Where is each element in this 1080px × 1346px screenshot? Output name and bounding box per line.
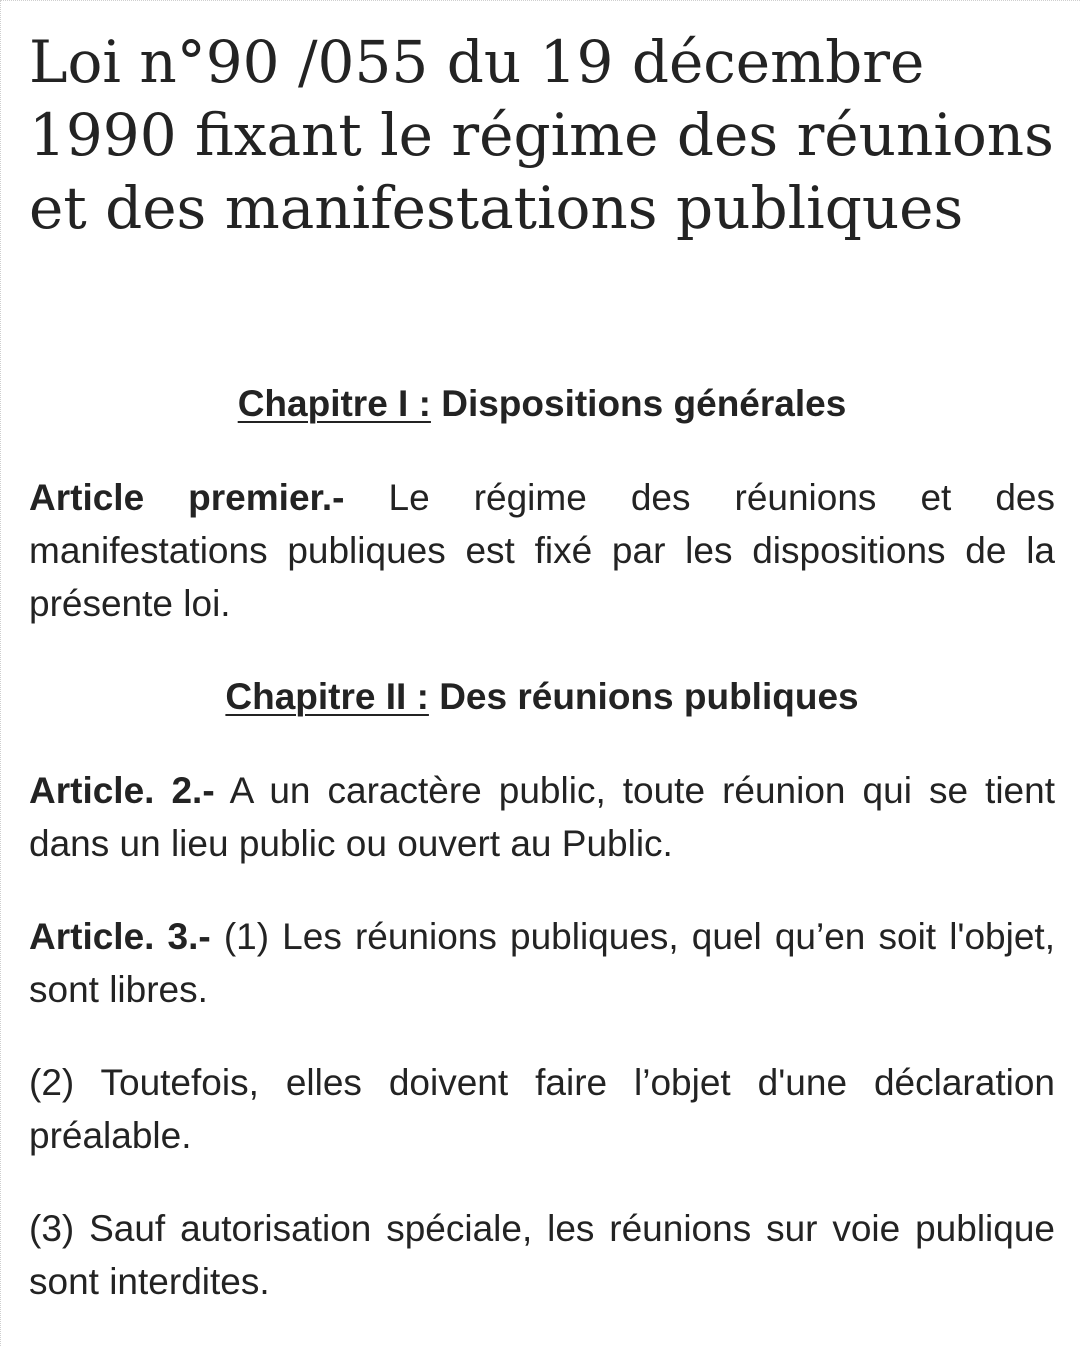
chapter-2-label: Chapitre II : bbox=[225, 676, 429, 717]
article-2-label: Article. 2.- bbox=[29, 770, 215, 811]
chapter-2-title: Des réunions publiques bbox=[428, 676, 859, 717]
chapter-2-heading bbox=[29, 674, 1055, 720]
document-page bbox=[29, 1, 1055, 1308]
article-2 bbox=[29, 764, 1055, 870]
document-title: Loi n°90 /055 du 19 décembre 1990 fixant le régime des réunions et des manifestations publiques bbox=[29, 28, 1054, 242]
chapter-1-label: Chapitre I : bbox=[237, 383, 431, 424]
article-3-paragraph-3: (3) Sauf autorisation spéciale, les réunions sur voie publique sont interdites. bbox=[29, 1208, 1055, 1302]
article-3-text: (1) Les réunions publiques, quel qu’en soit l'objet, sont libres. bbox=[29, 916, 1055, 1010]
article-3-paragraph-2: (2) Toutefois, elles doivent faire l’objet d'une déclaration préalable. bbox=[29, 1062, 1055, 1156]
article-1 bbox=[29, 471, 1055, 630]
article-3 bbox=[29, 910, 1055, 1016]
article-1-label: Article premier.- bbox=[29, 477, 345, 518]
chapter-1-title: Dispositions générales bbox=[430, 383, 847, 424]
article-1-text: Le régime des réunions et des manifestations publiques est fixé par les dispositions de la présente loi. bbox=[29, 477, 1055, 624]
chapter-1-heading bbox=[29, 381, 1055, 427]
article-2-text: A un caractère public, toute réunion qui se tient dans un lieu public ou ouvert au Public. bbox=[29, 770, 1055, 864]
article-3-label: Article. 3.- bbox=[29, 916, 211, 957]
